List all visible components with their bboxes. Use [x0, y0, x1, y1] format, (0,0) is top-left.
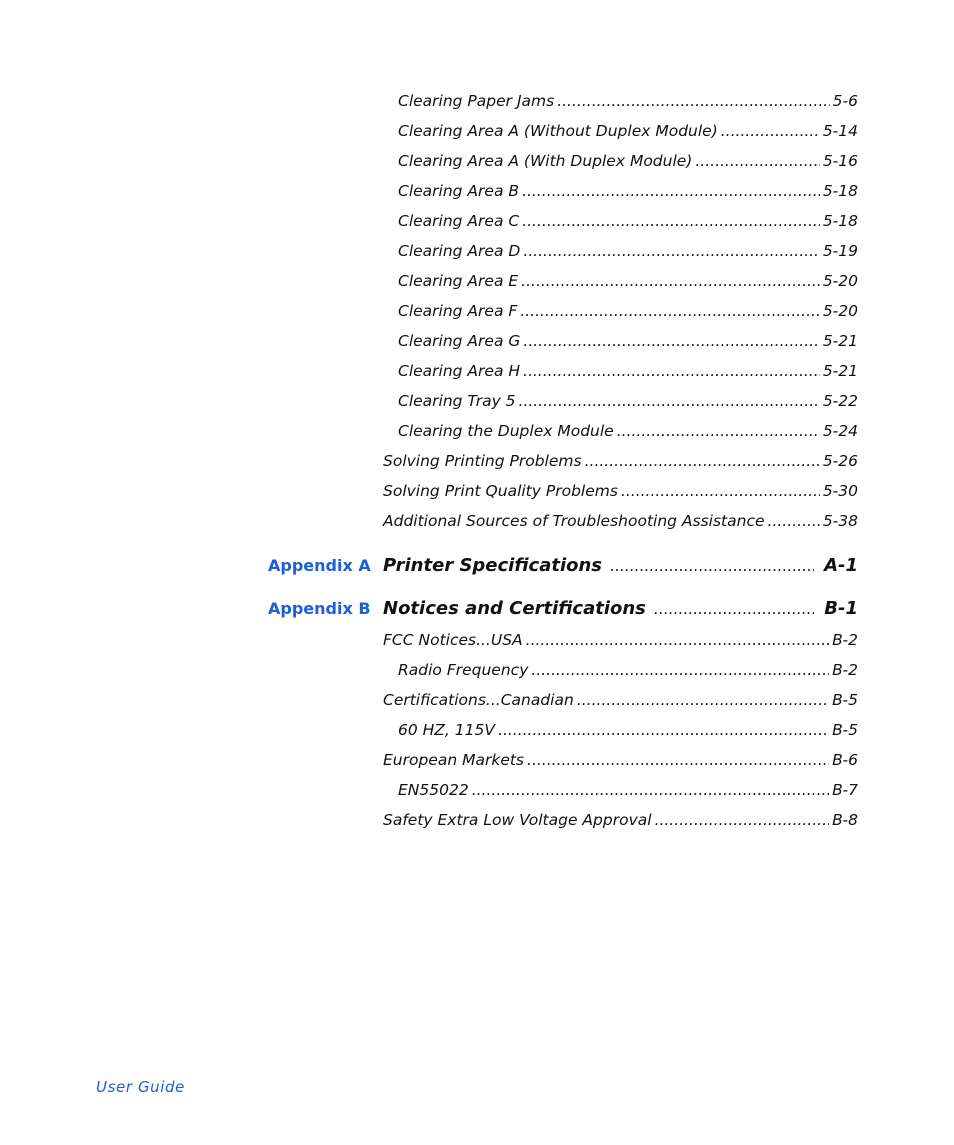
appendix-b-label: Appendix B — [268, 599, 371, 618]
dot-leader — [655, 810, 830, 830]
toc-entry[interactable] — [398, 151, 858, 171]
appendix-b-page: B-1 — [824, 598, 858, 619]
toc-entry[interactable] — [383, 630, 858, 650]
toc-entry[interactable] — [398, 361, 858, 381]
dot-leader — [585, 451, 820, 471]
toc-entry-page: 5-22 — [822, 392, 858, 410]
toc-entry[interactable] — [383, 451, 858, 471]
toc-entry[interactable] — [398, 331, 858, 351]
dot-leader — [610, 554, 814, 578]
footer-document-title: User Guide — [96, 1078, 186, 1096]
dot-leader — [523, 331, 819, 351]
toc-entry-page: 5-14 — [822, 122, 858, 140]
toc-entry-title: 60 HZ, 115V — [398, 721, 495, 739]
dot-leader — [523, 241, 820, 261]
toc-entry-title: Additional Sources of Troubleshooting Assistance — [383, 512, 765, 530]
dot-leader — [472, 780, 829, 800]
toc-entry-title: Clearing Tray 5 — [398, 392, 516, 410]
dot-leader — [519, 391, 820, 411]
toc-entry-title: Radio Frequency — [398, 661, 529, 679]
toc-entry-title: Clearing Area B — [398, 182, 520, 200]
toc-entry-title: Clearing Area C — [398, 212, 520, 230]
toc-entry-page: 5-24 — [822, 422, 858, 440]
toc-entry-title: Clearing the Duplex Module — [398, 422, 614, 440]
toc-entry-title: European Markets — [383, 751, 525, 769]
toc-entry[interactable] — [398, 271, 858, 291]
toc-entry-page: 5-20 — [822, 272, 858, 290]
toc-entry[interactable] — [398, 391, 858, 411]
dot-leader — [523, 361, 820, 381]
toc-entry-page: B-5 — [832, 721, 858, 739]
appendix-b-entry[interactable] — [383, 597, 858, 621]
toc-entry-page: B-5 — [832, 691, 858, 709]
toc-entry-title: Certifications...Canadian — [383, 691, 574, 709]
dot-leader — [498, 720, 829, 740]
toc-entry-page: 5-18 — [822, 212, 858, 230]
toc-entry-page: 5-30 — [822, 482, 858, 500]
toc-entry-page: 5-18 — [822, 182, 858, 200]
dot-leader — [557, 91, 829, 111]
toc-entry[interactable] — [383, 810, 858, 830]
toc-entry[interactable] — [398, 91, 858, 111]
toc-entry-page: 5-26 — [822, 452, 858, 470]
toc-entry[interactable] — [383, 750, 858, 770]
toc-entry[interactable] — [398, 241, 858, 261]
dot-leader — [526, 630, 830, 650]
toc-entry[interactable] — [398, 780, 858, 800]
toc-entry[interactable] — [383, 511, 858, 531]
toc-entry-title: Clearing Area E — [398, 272, 519, 290]
dot-leader — [520, 301, 820, 321]
toc-entry[interactable] — [383, 481, 858, 501]
toc-entry[interactable] — [398, 181, 858, 201]
dot-leader — [768, 511, 820, 531]
dot-leader — [721, 121, 820, 141]
toc-entry-title: Solving Print Quality Problems — [383, 482, 618, 500]
toc-entry-title: Clearing Area D — [398, 242, 521, 260]
appendix-a-label: Appendix A — [268, 556, 371, 575]
toc-entry-title: Clearing Area G — [398, 332, 521, 350]
toc-entry-title: FCC Notices...USA — [383, 631, 523, 649]
toc-entry-page: B-7 — [832, 781, 858, 799]
toc-entry[interactable] — [398, 121, 858, 141]
toc-entry-page: 5-21 — [822, 332, 858, 350]
dot-leader — [522, 211, 820, 231]
appendix-a-page: A-1 — [824, 555, 858, 576]
toc-entry-title: Clearing Paper Jams — [398, 92, 555, 110]
toc-entry[interactable] — [398, 660, 858, 680]
toc-entry-page: 5-21 — [822, 362, 858, 380]
toc-entry-page: B-2 — [832, 661, 858, 679]
dot-leader — [527, 750, 829, 770]
dot-leader — [695, 151, 819, 171]
toc-entry[interactable] — [383, 690, 858, 710]
toc-entry[interactable] — [398, 301, 858, 321]
toc-entry-page: 5-19 — [822, 242, 858, 260]
dot-leader — [531, 660, 829, 680]
dot-leader — [654, 597, 814, 621]
toc-entry-title: Clearing Area A (With Duplex Module) — [398, 152, 693, 170]
toc-entry-page: 5-16 — [822, 152, 858, 170]
toc-entry-page: 5-6 — [832, 92, 858, 110]
toc-entry-title: Clearing Area H — [398, 362, 521, 380]
toc-entry[interactable] — [398, 720, 858, 740]
toc-entry-title: Safety Extra Low Voltage Approval — [383, 811, 652, 829]
dot-leader — [522, 181, 820, 201]
dot-leader — [617, 421, 820, 441]
dot-leader — [621, 481, 820, 501]
toc-entry-page: 5-38 — [822, 512, 858, 530]
appendix-a-title: Printer Specifications — [383, 555, 603, 576]
toc-entry[interactable] — [398, 421, 858, 441]
toc-entry-page: B-2 — [832, 631, 858, 649]
appendix-a-entry[interactable] — [383, 554, 858, 578]
toc-entry[interactable] — [398, 211, 858, 231]
toc-entry-title: Clearing Area F — [398, 302, 518, 320]
dot-leader — [577, 690, 829, 710]
appendix-b-title: Notices and Certifications — [383, 598, 646, 619]
toc-entry-title: EN55022 — [398, 781, 469, 799]
toc-entry-page: B-8 — [832, 811, 858, 829]
toc-entry-page: 5-20 — [822, 302, 858, 320]
dot-leader — [521, 271, 820, 291]
toc-entry-title: Clearing Area A (Without Duplex Module) — [398, 122, 718, 140]
toc-entry-page: B-6 — [832, 751, 858, 769]
toc-entry-title: Solving Printing Problems — [383, 452, 582, 470]
